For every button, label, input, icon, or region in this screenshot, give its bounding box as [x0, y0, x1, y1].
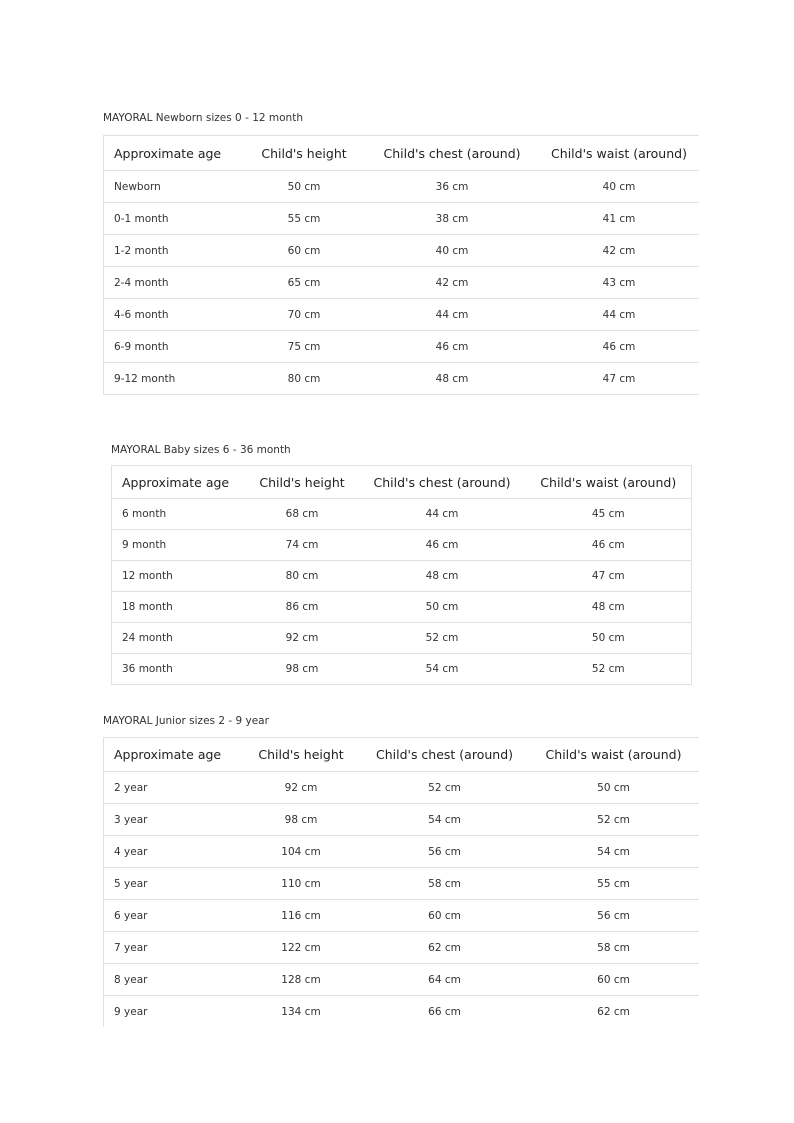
- age-cell: 9 year: [114, 1005, 148, 1018]
- age-cell: 36 month: [112, 654, 246, 685]
- header-childs-chest: Child's chest (around): [361, 738, 529, 772]
- header-approximate-age: Approximate age: [104, 738, 242, 772]
- height-cell: 80 cm: [246, 561, 359, 592]
- height-cell: 70 cm: [244, 299, 365, 331]
- newborn-section-title: MAYORAL Newborn sizes 0 - 12 month: [103, 112, 303, 124]
- waist-cell: 43 cm: [540, 267, 699, 299]
- height-cell: 110 cm: [242, 868, 361, 900]
- table-row: [104, 363, 699, 395]
- chest-cell: 48 cm: [365, 363, 540, 395]
- table-row: [112, 592, 692, 623]
- waist-cell: 55 cm: [529, 868, 699, 900]
- height-cell: 98 cm: [242, 804, 361, 836]
- waist-cell: 46 cm: [540, 331, 699, 363]
- newborn-size-table: [103, 135, 699, 395]
- header-childs-waist: Child's waist (around): [526, 466, 692, 499]
- chest-cell: 40 cm: [365, 235, 540, 267]
- table-row: [104, 331, 699, 363]
- height-cell: 92 cm: [242, 772, 361, 804]
- waist-cell: 44 cm: [540, 299, 699, 331]
- height-cell: 116 cm: [242, 900, 361, 932]
- age-cell: 24 month: [112, 623, 246, 654]
- table-row: [104, 299, 699, 331]
- age-cell: 3 year: [104, 804, 242, 836]
- chest-cell: 46 cm: [365, 331, 540, 363]
- table-row: [104, 267, 699, 299]
- height-cell: 98 cm: [246, 654, 359, 685]
- chest-cell: 42 cm: [365, 267, 540, 299]
- header-childs-chest: Child's chest (around): [359, 466, 526, 499]
- age-cell: 2 year: [104, 772, 242, 804]
- waist-cell: 52 cm: [526, 654, 692, 685]
- junior-section-title: MAYORAL Junior sizes 2 - 9 year: [103, 715, 269, 727]
- table-row: [104, 235, 699, 267]
- age-cell: 9-12 month: [104, 363, 244, 395]
- table-row: [104, 804, 699, 836]
- table-row: [112, 623, 692, 654]
- header-childs-height: Child's height: [244, 136, 365, 171]
- age-cell: 7 year: [104, 932, 242, 964]
- height-cell: 104 cm: [242, 836, 361, 868]
- table-row: [104, 932, 699, 964]
- height-cell: 134 cm: [281, 1005, 321, 1018]
- height-cell: 65 cm: [244, 267, 365, 299]
- chest-cell: 52 cm: [361, 772, 529, 804]
- table-header-row: [104, 738, 699, 772]
- chest-cell: 52 cm: [359, 623, 526, 654]
- waist-cell: 41 cm: [540, 203, 699, 235]
- height-cell: 74 cm: [246, 530, 359, 561]
- age-cell: 12 month: [112, 561, 246, 592]
- waist-cell: 62 cm: [597, 1005, 630, 1018]
- age-cell: 2-4 month: [104, 267, 244, 299]
- chest-cell: 54 cm: [359, 654, 526, 685]
- header-childs-height: Child's height: [246, 466, 359, 499]
- chest-cell: 44 cm: [359, 499, 526, 530]
- height-cell: 50 cm: [244, 171, 365, 203]
- chest-cell: 48 cm: [359, 561, 526, 592]
- chest-cell: 66 cm: [428, 1005, 461, 1018]
- age-cell: 9 month: [112, 530, 246, 561]
- age-cell: 6-9 month: [104, 331, 244, 363]
- table-row: [112, 654, 692, 685]
- age-cell: Newborn: [104, 171, 244, 203]
- age-cell: 5 year: [104, 868, 242, 900]
- waist-cell: 48 cm: [526, 592, 692, 623]
- table-row: [104, 836, 699, 868]
- height-cell: 80 cm: [244, 363, 365, 395]
- chest-cell: 62 cm: [361, 932, 529, 964]
- table-row: [104, 772, 699, 804]
- chest-cell: 46 cm: [359, 530, 526, 561]
- baby-section-title: MAYORAL Baby sizes 6 - 36 month: [111, 444, 291, 456]
- header-childs-waist: Child's waist (around): [529, 738, 699, 772]
- age-cell: 1-2 month: [104, 235, 244, 267]
- waist-cell: 54 cm: [529, 836, 699, 868]
- table-row: [104, 900, 699, 932]
- age-cell: 4-6 month: [104, 299, 244, 331]
- table-row: [104, 996, 699, 1028]
- header-childs-chest: Child's chest (around): [365, 136, 540, 171]
- table-header-row: [112, 466, 692, 499]
- table-header-row: [104, 136, 699, 171]
- waist-cell: 46 cm: [526, 530, 692, 561]
- chest-cell: 60 cm: [361, 900, 529, 932]
- chest-cell: 36 cm: [365, 171, 540, 203]
- chest-cell: 54 cm: [361, 804, 529, 836]
- age-cell: 6 month: [112, 499, 246, 530]
- height-cell: 60 cm: [244, 235, 365, 267]
- waist-cell: 40 cm: [540, 171, 699, 203]
- height-cell: 92 cm: [246, 623, 359, 654]
- height-cell: 128 cm: [242, 964, 361, 996]
- height-cell: 86 cm: [246, 592, 359, 623]
- table-row: [112, 530, 692, 561]
- header-childs-waist: Child's waist (around): [540, 136, 699, 171]
- waist-cell: 56 cm: [529, 900, 699, 932]
- table-row: [104, 203, 699, 235]
- waist-cell: 50 cm: [526, 623, 692, 654]
- age-cell: 0-1 month: [104, 203, 244, 235]
- waist-cell: 58 cm: [529, 932, 699, 964]
- table-row: [112, 561, 692, 592]
- chest-cell: 50 cm: [359, 592, 526, 623]
- chest-cell: 44 cm: [365, 299, 540, 331]
- age-cell: 18 month: [112, 592, 246, 623]
- baby-size-table: [111, 465, 692, 685]
- height-cell: 68 cm: [246, 499, 359, 530]
- waist-cell: 45 cm: [526, 499, 692, 530]
- waist-cell: 47 cm: [526, 561, 692, 592]
- chest-cell: 58 cm: [361, 868, 529, 900]
- table-row: [104, 868, 699, 900]
- table-row: [104, 964, 699, 996]
- height-cell: 122 cm: [242, 932, 361, 964]
- chest-cell: 56 cm: [361, 836, 529, 868]
- waist-cell: 60 cm: [529, 964, 699, 996]
- header-childs-height: Child's height: [242, 738, 361, 772]
- height-cell: 55 cm: [244, 203, 365, 235]
- table-row: [112, 499, 692, 530]
- waist-cell: 42 cm: [540, 235, 699, 267]
- height-cell: 75 cm: [244, 331, 365, 363]
- age-cell: 8 year: [104, 964, 242, 996]
- header-approximate-age: Approximate age: [112, 466, 246, 499]
- header-approximate-age: Approximate age: [104, 136, 244, 171]
- chest-cell: 38 cm: [365, 203, 540, 235]
- table-row: [104, 171, 699, 203]
- junior-size-table: [103, 737, 699, 1027]
- chest-cell: 64 cm: [361, 964, 529, 996]
- age-cell: 6 year: [104, 900, 242, 932]
- waist-cell: 50 cm: [529, 772, 699, 804]
- waist-cell: 52 cm: [529, 804, 699, 836]
- age-cell: 4 year: [104, 836, 242, 868]
- waist-cell: 47 cm: [540, 363, 699, 395]
